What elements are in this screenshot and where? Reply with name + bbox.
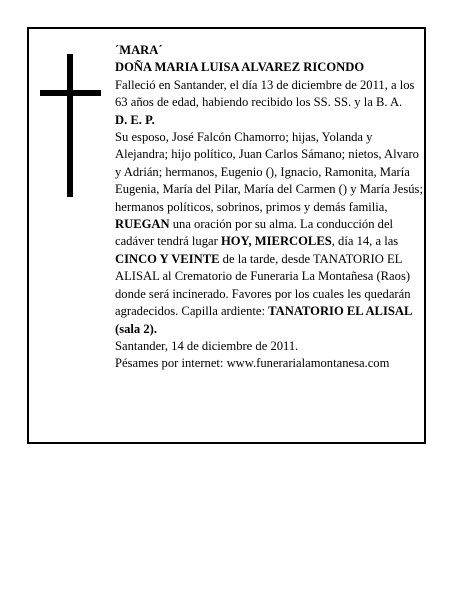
place-date: Santander, 14 de diciembre de 2011. <box>115 338 299 353</box>
obituary-notice <box>27 27 426 444</box>
family-list: Su esposo, José Falcón Chamorro; hijas, Yolanda y Alejandra; hijo político, Juan Carlos Sámano; nietos, Alvaro y Adrián; hermanos, Eugenio (), Ignacio, Ramonita, María Eugenia, María del Pilar, María del Carmen () y María Jesús; hermanos políticos, sobrinos, primos y demás familia, <box>115 130 423 214</box>
dep-line: D. E. P. <box>115 112 155 127</box>
cross-horizontal-bar <box>40 90 101 96</box>
condolences-line: Pésames por internet: www.funerarialamontanesa.com <box>115 356 390 371</box>
deceased-name: DOÑA MARIA LUISA ALVAREZ RICONDO <box>115 60 365 75</box>
death-announcement: Falleció en Santander, el día 13 de diciembre de 2011, a los 63 años de edad, habiendo recibido los SS. SS. y la B. A. <box>115 77 415 110</box>
deceased-nickname: ´MARA´ <box>115 43 163 57</box>
service-date-text: , día 14, a las <box>331 234 399 249</box>
service-day: HOY, MIERCOLES <box>220 234 332 249</box>
departure-text: de la tarde, desde TANATORIO EL ALISAL al Crematorio de Funeraria La Montañesa (Raos) donde será incinerado. Favores por los cuales les quedarán agradecidos. Capilla ardiente: <box>115 251 411 319</box>
cross-vertical-bar <box>67 54 73 197</box>
service-time: CINCO Y VEINTE <box>115 251 220 266</box>
prayer-text: una oración por su alma. La conducción del cadáver tendrá lugar <box>115 217 394 249</box>
service-details <box>115 216 425 338</box>
chapel-location: TANATORIO EL ALISAL (sala 2). <box>115 304 412 336</box>
notice-text <box>115 42 425 373</box>
ruegan-label: RUEGAN <box>115 217 170 232</box>
